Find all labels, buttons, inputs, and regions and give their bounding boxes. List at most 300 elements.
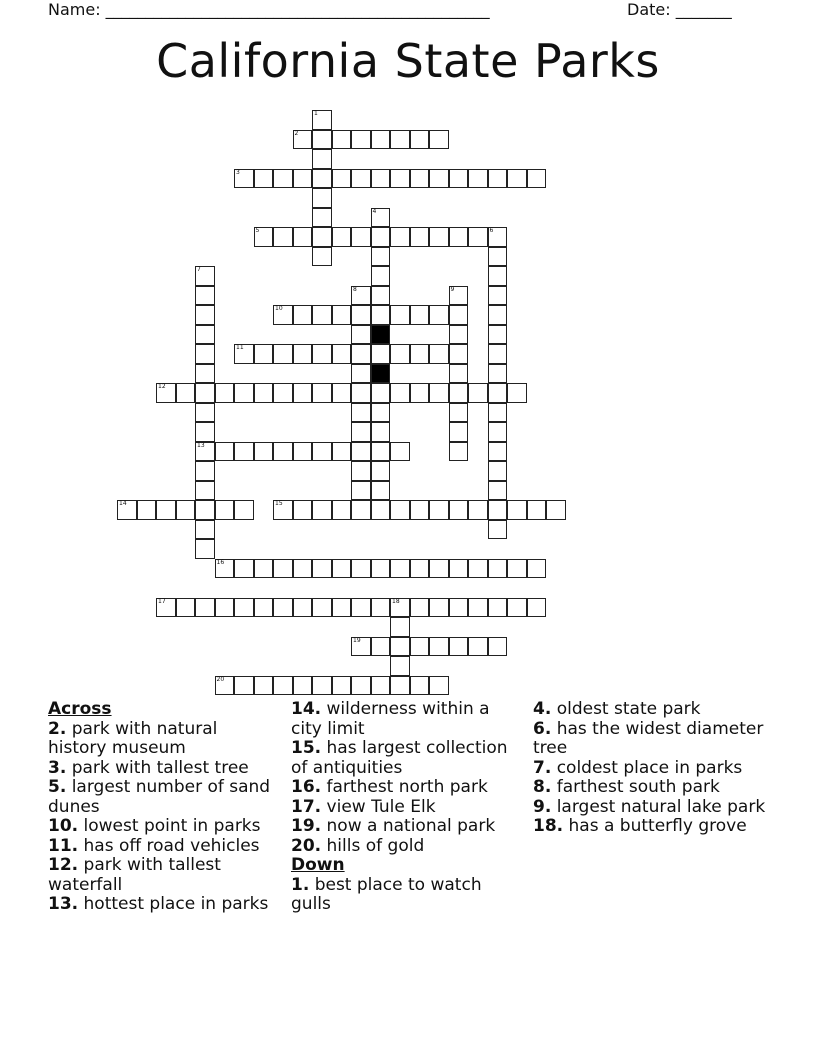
crossword-cell[interactable]	[156, 500, 176, 520]
clue-number: 7.	[533, 757, 552, 778]
crossword-cell[interactable]	[351, 559, 371, 579]
crossword-cell[interactable]	[449, 442, 469, 462]
crossword-cell[interactable]	[195, 442, 215, 462]
crossword-cell[interactable]	[449, 559, 469, 579]
crossword-cell[interactable]	[312, 130, 332, 150]
crossword-cell[interactable]	[254, 383, 274, 403]
crossword-cell[interactable]	[488, 305, 508, 325]
crossword-cell[interactable]	[195, 403, 215, 423]
crossword-cell[interactable]	[312, 169, 332, 189]
crossword-cell[interactable]	[410, 169, 430, 189]
crossword-cell[interactable]	[312, 500, 332, 520]
cell-number: 15	[275, 500, 283, 507]
crossword-cell[interactable]	[351, 325, 371, 345]
clue-text: coldest place in parks	[556, 757, 743, 778]
crossword-cell[interactable]	[254, 227, 274, 247]
clue-across-3	[48, 759, 273, 779]
crossword-cell[interactable]	[429, 676, 449, 696]
clue-number: 19.	[291, 816, 322, 836]
crossword-cell[interactable]	[488, 403, 508, 423]
crossword-cell[interactable]	[449, 305, 469, 325]
crossword-cell[interactable]	[273, 500, 293, 520]
crossword-cell[interactable]	[429, 169, 449, 189]
crossword-cell[interactable]	[273, 676, 293, 696]
crossword-cell[interactable]	[312, 442, 332, 462]
crossword-cell[interactable]	[273, 305, 293, 325]
crossword-cell[interactable]	[429, 227, 449, 247]
crossword-cell[interactable]	[351, 676, 371, 696]
crossword-cell[interactable]	[332, 169, 352, 189]
crossword-cell[interactable]	[371, 559, 391, 579]
cell-number: 17	[158, 597, 166, 605]
crossword-cell[interactable]	[410, 676, 430, 696]
crossword-cell[interactable]	[293, 227, 313, 247]
crossword-cell[interactable]	[312, 149, 332, 169]
clue-text: has off road vehicles	[83, 835, 260, 856]
crossword-cell[interactable]	[273, 169, 293, 189]
crossword-cell[interactable]	[332, 559, 352, 579]
crossword-cell[interactable]	[390, 559, 410, 579]
crossword-cell[interactable]	[390, 637, 410, 657]
crossword-cell[interactable]	[488, 364, 508, 384]
crossword-cell[interactable]	[429, 305, 449, 325]
crossword-cell[interactable]	[371, 461, 391, 481]
crossword-cell[interactable]	[312, 676, 332, 696]
crossword-cell[interactable]	[410, 637, 430, 657]
crossword-cell[interactable]	[293, 598, 313, 618]
crossword-cell[interactable]	[195, 461, 215, 481]
crossword-cell[interactable]	[449, 286, 469, 306]
crossword-cell[interactable]	[273, 227, 293, 247]
crossword-cell[interactable]	[488, 422, 508, 442]
clue-number: 10.	[48, 816, 79, 836]
crossword-cell[interactable]	[488, 325, 508, 345]
crossword-cell[interactable]	[527, 169, 547, 189]
crossword-cell[interactable]	[468, 383, 488, 403]
crossword-cell[interactable]	[351, 461, 371, 481]
crossword-cell[interactable]	[371, 637, 391, 657]
crossword-cell[interactable]	[195, 520, 215, 540]
clue-text: park with tallest waterfall	[48, 855, 221, 895]
crossword-cell[interactable]	[195, 539, 215, 559]
clue-down-4	[533, 700, 773, 720]
crossword-cell[interactable]	[137, 500, 157, 520]
crossword-cell[interactable]	[156, 383, 176, 403]
crossword-cell[interactable]	[351, 422, 371, 442]
crossword-cell[interactable]	[293, 500, 313, 520]
crossword-cell[interactable]	[273, 598, 293, 618]
crossword-cell[interactable]	[293, 344, 313, 364]
clue-text: has a butterfly grove	[568, 816, 747, 836]
crossword-cell[interactable]	[293, 169, 313, 189]
crossword-cell[interactable]	[234, 598, 254, 618]
crossword-cell[interactable]	[371, 227, 391, 247]
crossword-cell[interactable]	[371, 286, 391, 306]
crossword-cell[interactable]	[488, 247, 508, 267]
clue-across-15	[291, 739, 521, 778]
crossword-cell[interactable]	[488, 266, 508, 286]
clue-text: oldest state park	[556, 699, 701, 719]
crossword-cell[interactable]	[312, 227, 332, 247]
crossword-cell[interactable]	[371, 500, 391, 520]
crossword-cell[interactable]	[449, 364, 469, 384]
crossword-cell[interactable]	[312, 344, 332, 364]
clue-text: has largest collection of antiquities	[291, 738, 508, 778]
crossword-cell[interactable]	[351, 286, 371, 306]
crossword-cell[interactable]	[293, 305, 313, 325]
clue-number: 5.	[48, 777, 67, 797]
clue-across-16	[291, 778, 521, 798]
crossword-cell[interactable]	[332, 227, 352, 247]
cell-number: 7	[197, 266, 201, 273]
crossword-cell[interactable]	[234, 442, 254, 462]
crossword-cell[interactable]	[234, 676, 254, 696]
crossword-cell[interactable]	[195, 325, 215, 345]
crossword-cell[interactable]	[410, 344, 430, 364]
crossword-cell[interactable]	[449, 344, 469, 364]
crossword-cell[interactable]	[488, 520, 508, 540]
clue-across-17	[291, 798, 521, 818]
clue-text: best place to watch gulls	[291, 874, 482, 914]
crossword-cell[interactable]	[371, 266, 391, 286]
clue-text: view Tule Elk	[326, 796, 436, 817]
clues-column-1	[48, 700, 273, 915]
cell-number: 16	[216, 558, 225, 566]
crossword-cell[interactable]	[527, 500, 547, 520]
crossword-cell[interactable]	[488, 637, 508, 657]
crossword-cell[interactable]	[215, 383, 235, 403]
crossword-cell[interactable]	[449, 383, 469, 403]
crossword-cell[interactable]	[371, 598, 391, 618]
crossword-cell[interactable]	[195, 286, 215, 306]
crossword-cell[interactable]	[215, 676, 235, 696]
crossword-cell[interactable]	[488, 500, 508, 520]
clue-number: 11.	[48, 835, 79, 856]
cell-number: 2	[294, 129, 299, 137]
crossword-cell[interactable]	[312, 305, 332, 325]
cell-number: 9	[450, 285, 455, 293]
crossword-cell[interactable]	[351, 383, 371, 403]
crossword-cell[interactable]	[488, 481, 508, 501]
crossword-cell[interactable]	[429, 559, 449, 579]
crossword-cell[interactable]	[488, 598, 508, 618]
crossword-cell[interactable]	[273, 442, 293, 462]
cell-number: 11	[236, 344, 244, 351]
cell-number: 20	[216, 675, 225, 683]
crossword-cell[interactable]	[351, 169, 371, 189]
crossword-cell[interactable]	[332, 383, 352, 403]
crossword-cell[interactable]	[351, 598, 371, 618]
crossword-cell[interactable]	[507, 500, 527, 520]
crossword-cell[interactable]	[390, 169, 410, 189]
crossword-cell[interactable]	[371, 344, 391, 364]
clue-across-13	[48, 895, 273, 915]
clue-text: now a national park	[326, 816, 496, 836]
crossword-cell[interactable]	[410, 227, 430, 247]
clue-number: 15.	[291, 738, 322, 758]
crossword-cell[interactable]	[293, 383, 313, 403]
clue-down-8	[533, 778, 773, 798]
crossword-cell[interactable]	[390, 617, 410, 637]
crossword-cell[interactable]	[195, 383, 215, 403]
crossword-cell[interactable]	[351, 481, 371, 501]
clue-down-1	[291, 876, 521, 915]
cell-number: 18	[392, 597, 400, 605]
crossword-cell[interactable]	[429, 130, 449, 150]
crossword-cell[interactable]	[488, 383, 508, 403]
crossword-cell[interactable]	[351, 442, 371, 462]
crossword-cell[interactable]	[468, 637, 488, 657]
crossword-cell[interactable]	[234, 169, 254, 189]
crossword-cell[interactable]	[195, 422, 215, 442]
crossword-cell[interactable]	[234, 559, 254, 579]
crossword-cell[interactable]	[371, 305, 391, 325]
crossword-cell[interactable]	[195, 598, 215, 618]
crossword-black-cell	[371, 364, 391, 384]
crossword-cell[interactable]	[215, 598, 235, 618]
crossword-cell[interactable]	[312, 188, 332, 208]
crossword-cell[interactable]	[371, 481, 391, 501]
crossword-cell[interactable]	[468, 559, 488, 579]
cell-number: 13	[197, 441, 205, 449]
clue-text: farthest north park	[326, 777, 488, 797]
crossword-cell[interactable]	[429, 383, 449, 403]
crossword-cell[interactable]	[449, 169, 469, 189]
crossword-cell[interactable]	[351, 364, 371, 384]
clue-number: 17.	[291, 796, 322, 817]
crossword-cell[interactable]	[312, 383, 332, 403]
crossword-cell[interactable]	[254, 442, 274, 462]
crossword-cell[interactable]	[468, 227, 488, 247]
crossword-cell[interactable]	[195, 481, 215, 501]
clue-across-11	[48, 837, 273, 857]
crossword-cell[interactable]	[156, 598, 176, 618]
crossword-cell[interactable]	[449, 227, 469, 247]
cell-number: 6	[489, 227, 494, 234]
crossword-cell[interactable]	[215, 559, 235, 579]
crossword-cell[interactable]	[488, 344, 508, 364]
crossword-cell[interactable]	[410, 500, 430, 520]
crossword-cell[interactable]	[449, 598, 469, 618]
clue-number: 14.	[291, 699, 322, 719]
crossword-cell[interactable]	[371, 383, 391, 403]
crossword-cell[interactable]	[351, 305, 371, 325]
crossword-cell[interactable]	[176, 383, 196, 403]
crossword-cell[interactable]	[215, 442, 235, 462]
crossword-cell[interactable]	[351, 403, 371, 423]
crossword-cell[interactable]	[254, 559, 274, 579]
crossword-cell[interactable]	[293, 676, 313, 696]
clue-text: park with natural history museum	[48, 718, 218, 758]
crossword-cell[interactable]	[429, 637, 449, 657]
crossword-cell[interactable]	[390, 383, 410, 403]
clue-number: 1.	[291, 874, 310, 895]
crossword-cell[interactable]	[176, 598, 196, 618]
crossword-cell[interactable]	[429, 500, 449, 520]
crossword-cell[interactable]	[507, 598, 527, 618]
cell-number: 5	[255, 227, 260, 234]
crossword-cell[interactable]	[429, 344, 449, 364]
crossword-cell[interactable]	[371, 208, 391, 228]
clue-text: hottest place in parks	[83, 894, 269, 914]
crossword-cell[interactable]	[371, 442, 391, 462]
crossword-cell[interactable]	[351, 344, 371, 364]
crossword-cell[interactable]	[312, 598, 332, 618]
crossword-cell[interactable]	[195, 266, 215, 286]
cell-number: 19	[353, 636, 361, 644]
crossword-cell[interactable]	[254, 676, 274, 696]
crossword-cell[interactable]	[371, 403, 391, 423]
cell-number: 8	[353, 285, 357, 293]
clue-text: farthest south park	[556, 777, 720, 797]
crossword-cell[interactable]	[527, 598, 547, 618]
crossword-cell[interactable]	[351, 130, 371, 150]
crossword-cell[interactable]	[390, 676, 410, 696]
crossword-cell[interactable]	[488, 227, 508, 247]
crossword-cell[interactable]	[390, 227, 410, 247]
clue-text: park with tallest tree	[71, 757, 249, 778]
clue-number: 9.	[533, 796, 552, 817]
crossword-cell[interactable]	[410, 559, 430, 579]
crossword-cell[interactable]	[410, 130, 430, 150]
clue-text: has the widest diameter tree	[533, 718, 764, 758]
crossword-cell[interactable]	[390, 656, 410, 676]
clue-number: 3.	[48, 757, 67, 778]
crossword-cell[interactable]	[527, 559, 547, 579]
crossword-cell[interactable]	[429, 598, 449, 618]
clue-text: hills of gold	[326, 835, 425, 856]
crossword-cell[interactable]	[449, 637, 469, 657]
clue-across-12	[48, 856, 273, 895]
crossword-cell[interactable]	[507, 559, 527, 579]
crossword-cell[interactable]	[468, 598, 488, 618]
crossword-cell[interactable]	[507, 383, 527, 403]
crossword-cell[interactable]	[332, 500, 352, 520]
clue-across-2	[48, 720, 273, 759]
clue-across-14	[291, 700, 521, 739]
crossword-cell[interactable]	[390, 442, 410, 462]
crossword-cell[interactable]	[371, 422, 391, 442]
crossword-cell[interactable]	[195, 344, 215, 364]
crossword-cell[interactable]	[390, 130, 410, 150]
crossword-cell[interactable]	[410, 383, 430, 403]
crossword-cell[interactable]	[234, 383, 254, 403]
clue-down-6	[533, 720, 773, 759]
crossword-cell[interactable]	[234, 500, 254, 520]
crossword-cell[interactable]	[371, 169, 391, 189]
crossword-cell[interactable]	[488, 559, 508, 579]
page-title: California State Parks	[156, 34, 660, 88]
crossword-cell[interactable]	[351, 227, 371, 247]
crossword-cell[interactable]	[546, 500, 566, 520]
crossword-cell[interactable]	[293, 559, 313, 579]
crossword-cell[interactable]	[254, 169, 274, 189]
crossword-cell[interactable]	[488, 169, 508, 189]
crossword-cell[interactable]	[410, 598, 430, 618]
clue-across-10	[48, 817, 273, 837]
crossword-cell[interactable]	[332, 305, 352, 325]
name-field-label: Name: ________________________________________________	[48, 0, 490, 19]
clue-number: 2.	[48, 718, 67, 739]
date-field-label: Date: _______	[627, 0, 732, 19]
crossword-cell[interactable]	[332, 130, 352, 150]
crossword-cell[interactable]	[410, 305, 430, 325]
clue-number: 6.	[533, 718, 552, 739]
crossword-cell[interactable]	[371, 247, 391, 267]
crossword-cell[interactable]	[332, 598, 352, 618]
crossword-cell[interactable]	[195, 500, 215, 520]
crossword-cell[interactable]	[234, 344, 254, 364]
across-heading: Across	[48, 699, 112, 719]
crossword-cell[interactable]	[449, 403, 469, 423]
crossword-cell[interactable]	[332, 676, 352, 696]
cell-number: 1	[314, 110, 318, 117]
clue-across-20	[291, 837, 521, 857]
crossword-cell[interactable]	[176, 500, 196, 520]
crossword-cell[interactable]	[488, 442, 508, 462]
crossword-cell[interactable]	[293, 130, 313, 150]
crossword-cell[interactable]	[351, 637, 371, 657]
crossword-cell[interactable]	[371, 130, 391, 150]
crossword-cell[interactable]	[332, 442, 352, 462]
cell-number: 14	[119, 500, 127, 507]
crossword-cell[interactable]	[273, 559, 293, 579]
crossword-cell[interactable]	[312, 247, 332, 267]
crossword-cell[interactable]	[468, 500, 488, 520]
crossword-cell[interactable]	[488, 286, 508, 306]
crossword-cell[interactable]	[351, 500, 371, 520]
crossword-cell[interactable]	[254, 598, 274, 618]
crossword-cell[interactable]	[332, 344, 352, 364]
clue-down-7	[533, 759, 773, 779]
crossword-cell[interactable]	[449, 500, 469, 520]
clue-number: 13.	[48, 894, 79, 914]
cell-number: 10	[275, 305, 283, 312]
down-heading: Down	[291, 855, 345, 875]
crossword-cell[interactable]	[293, 442, 313, 462]
crossword-cell[interactable]	[390, 500, 410, 520]
cell-number: 12	[158, 383, 166, 390]
clue-number: 4.	[533, 699, 552, 719]
crossword-cell[interactable]	[312, 208, 332, 228]
crossword-cell[interactable]	[488, 461, 508, 481]
cell-number: 3	[236, 168, 240, 176]
crossword-cell[interactable]	[390, 305, 410, 325]
crossword-cell[interactable]	[390, 344, 410, 364]
crossword-cell[interactable]	[468, 169, 488, 189]
clues-column-3	[533, 700, 773, 837]
crossword-cell[interactable]	[371, 676, 391, 696]
clue-text: lowest point in parks	[83, 816, 261, 836]
crossword-cell[interactable]	[449, 422, 469, 442]
crossword-cell[interactable]	[312, 559, 332, 579]
crossword-cell[interactable]	[507, 169, 527, 189]
crossword-cell[interactable]	[312, 110, 332, 130]
crossword-cell[interactable]	[195, 364, 215, 384]
crossword-cell[interactable]	[449, 325, 469, 345]
crossword-cell[interactable]	[254, 344, 274, 364]
crossword-cell[interactable]	[273, 383, 293, 403]
crossword-cell[interactable]	[117, 500, 137, 520]
crossword-black-cell	[371, 325, 391, 345]
crossword-cell[interactable]	[390, 598, 410, 618]
clue-down-18	[533, 817, 773, 837]
crossword-cell[interactable]	[273, 344, 293, 364]
crossword-cell[interactable]	[215, 500, 235, 520]
crossword-cell[interactable]	[195, 305, 215, 325]
clue-across-5	[48, 778, 273, 817]
clue-text: largest number of sand dunes	[48, 777, 271, 817]
